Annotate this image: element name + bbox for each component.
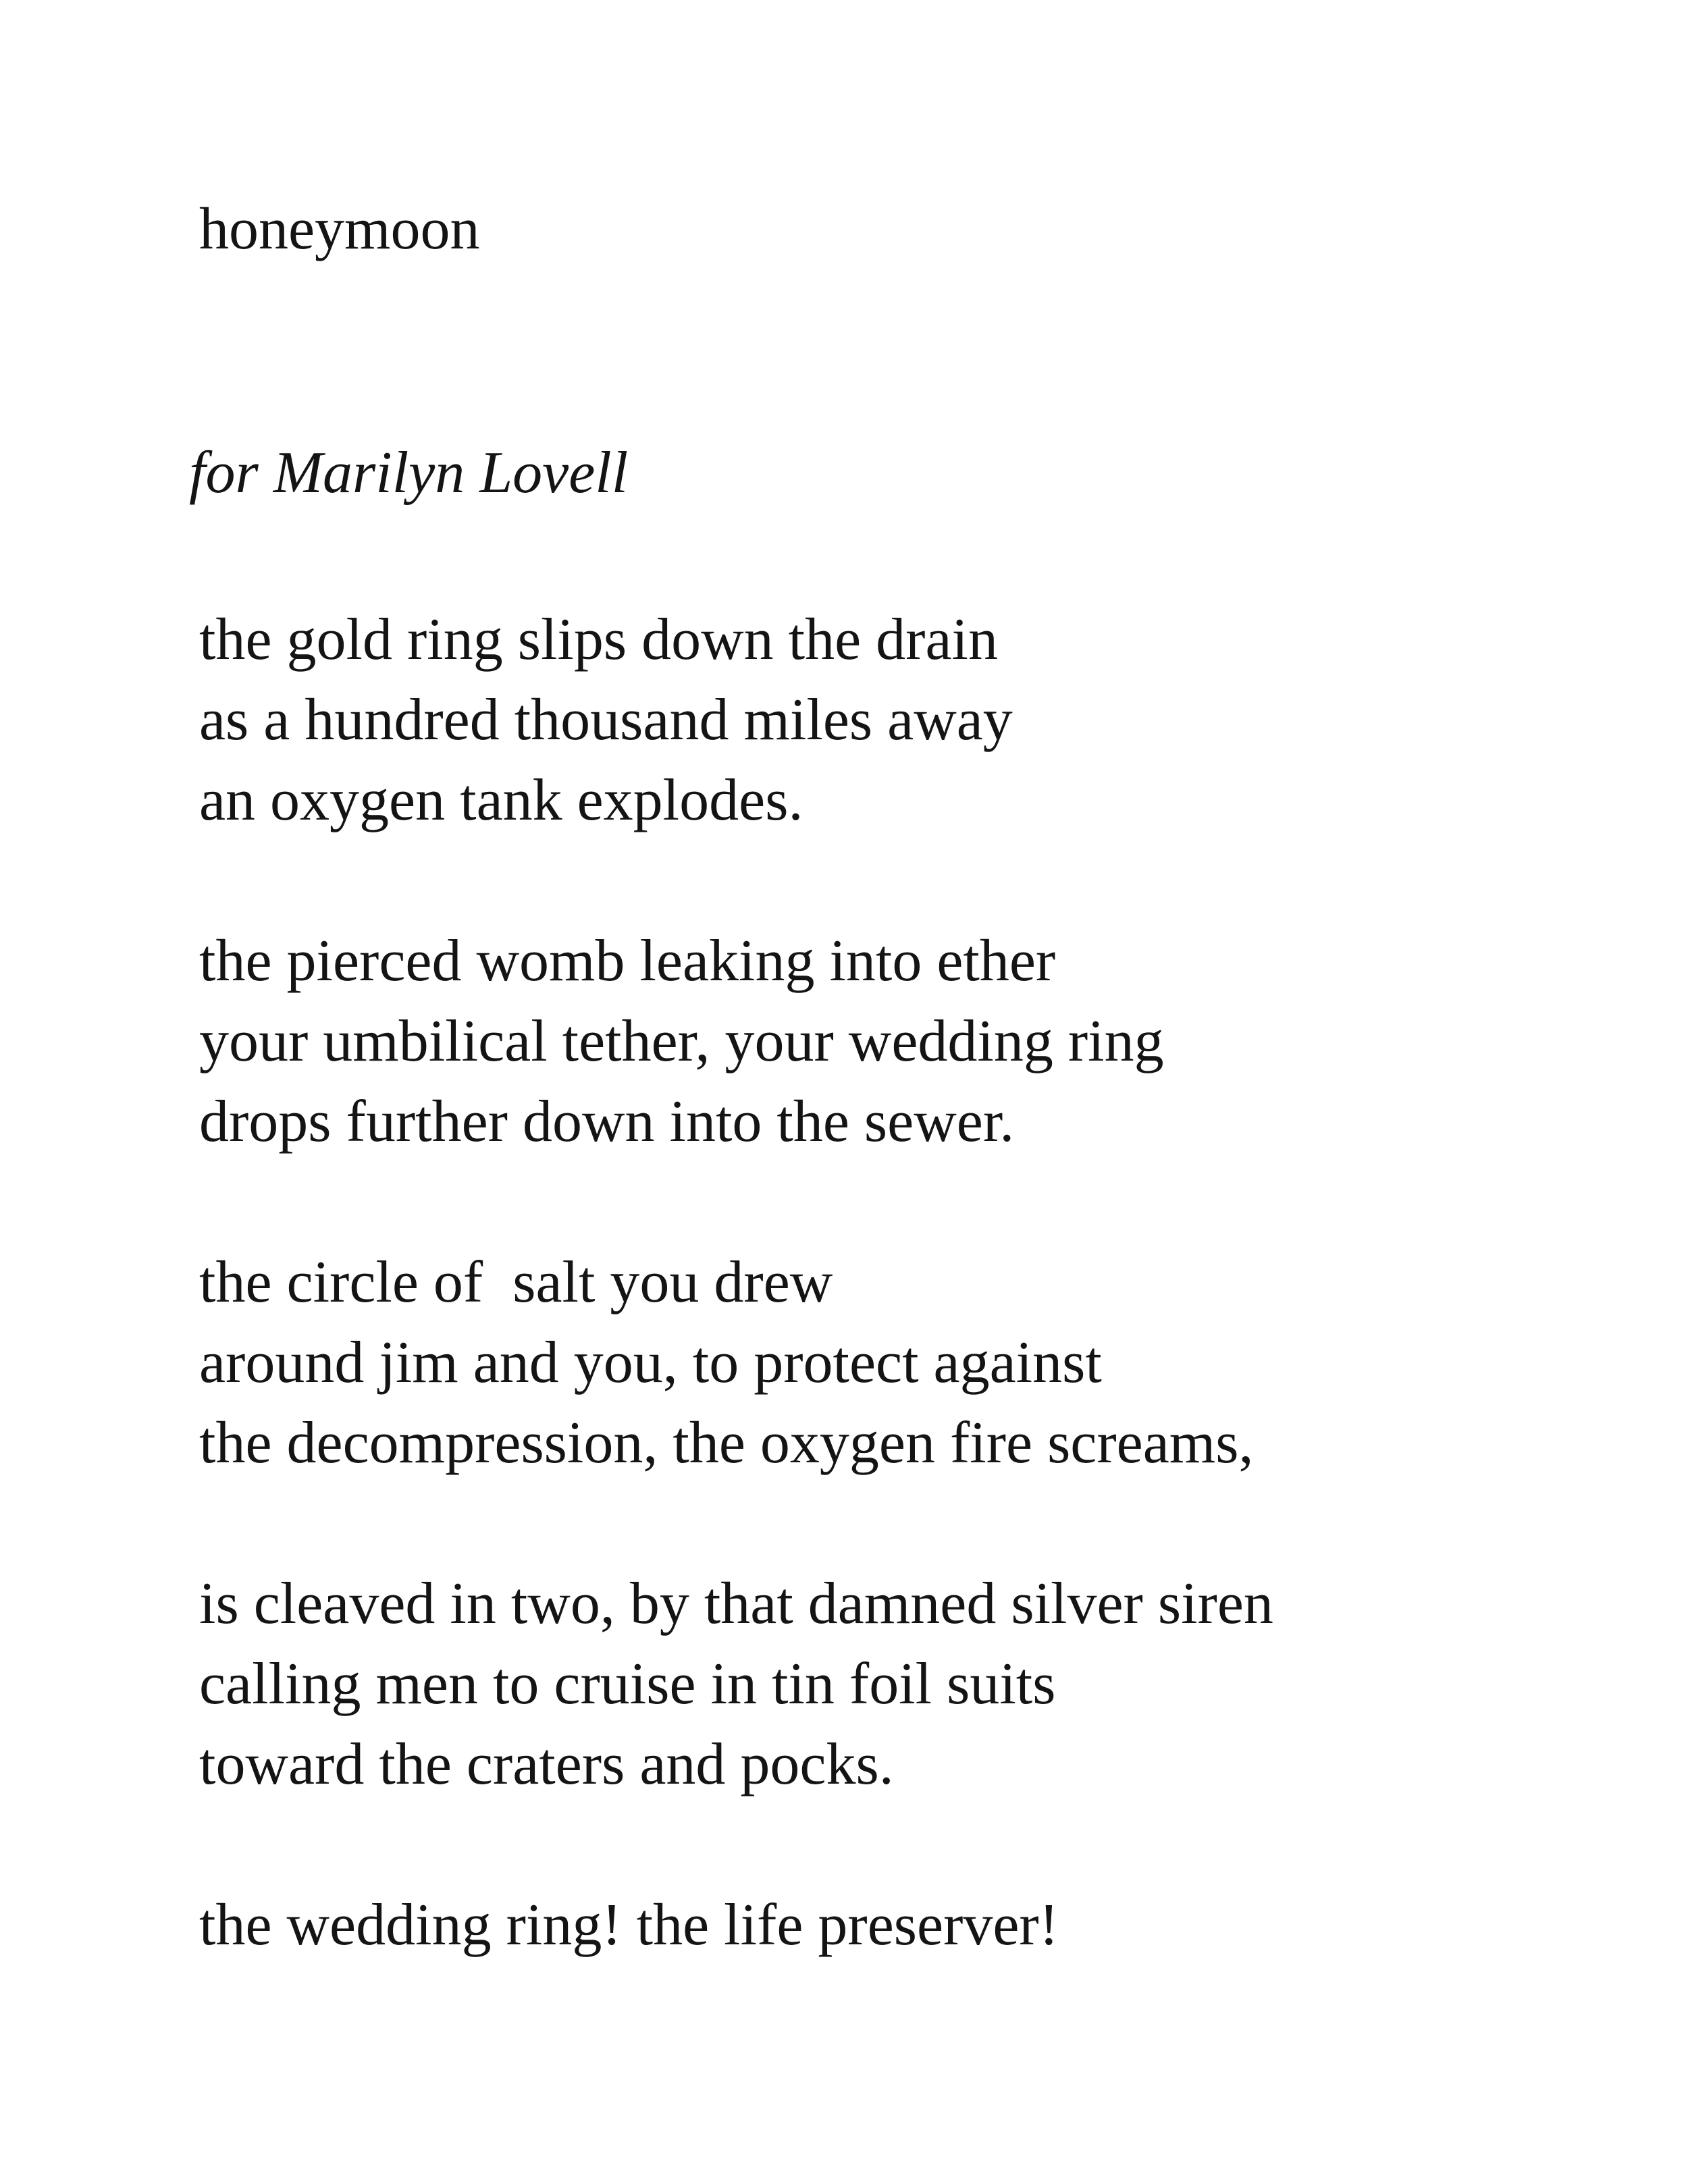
poem-line: is cleaved in two, by that damned silver siren — [199, 1571, 1273, 1636]
poem-line: the gold ring slips down the drain — [199, 607, 998, 672]
poem-line: as a hundred thousand miles away — [199, 687, 1013, 753]
stanza-1 — [199, 600, 1273, 841]
poem-line: around jim and you, to protect against — [199, 1330, 1102, 1395]
poem-line: toward the craters and pocks. — [199, 1732, 894, 1797]
stanza-4 — [199, 1564, 1273, 1805]
poem-line: drops further down into the sewer. — [199, 1089, 1015, 1154]
stanza-5 — [199, 1885, 1273, 1965]
stanza-3 — [199, 1242, 1273, 1483]
poem-line: the circle of salt you drew — [199, 1250, 833, 1315]
stanza-2 — [199, 921, 1273, 1162]
poem-dedication: for Marilyn Lovell — [189, 440, 629, 506]
poem-line: the pierced womb leaking into ether — [199, 928, 1056, 994]
poem-line: your umbilical tether, your wedding ring — [199, 1009, 1164, 1074]
poem-line: the wedding ring! the life preserver! — [199, 1892, 1059, 1958]
poem-body — [199, 600, 1273, 2046]
poem-title: honeymoon — [199, 196, 480, 262]
poem-line: an oxygen tank explodes. — [199, 768, 803, 833]
poem-line: the decompression, the oxygen fire screams, — [199, 1410, 1254, 1476]
poem-line: calling men to cruise in tin foil suits — [199, 1651, 1056, 1717]
